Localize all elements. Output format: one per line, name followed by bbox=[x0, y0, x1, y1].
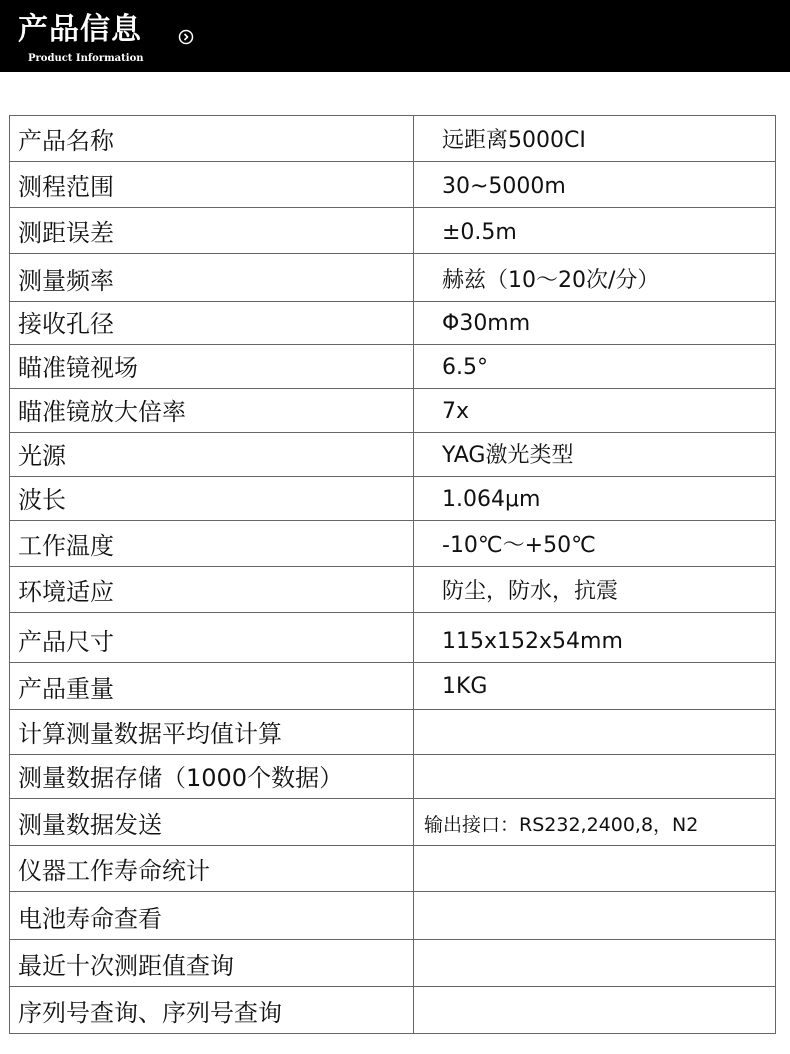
spec-value bbox=[414, 940, 776, 987]
spec-label: 测程范围 bbox=[10, 162, 414, 208]
spec-value: 远距离5000CI bbox=[414, 116, 776, 162]
table-row bbox=[10, 345, 776, 389]
spec-value: 6.5° bbox=[414, 345, 776, 389]
spec-value bbox=[414, 987, 776, 1034]
chevron-right-icon bbox=[178, 29, 194, 45]
spec-value: 7x bbox=[414, 389, 776, 433]
table-row bbox=[10, 710, 776, 755]
spec-value: Φ30mm bbox=[414, 302, 776, 345]
section-header bbox=[0, 0, 790, 72]
spec-value: 1KG bbox=[414, 663, 776, 710]
spec-label: 瞄准镜视场 bbox=[10, 345, 414, 389]
spec-value: 1.064μm bbox=[414, 477, 776, 521]
spec-value bbox=[414, 710, 776, 755]
table-row bbox=[10, 613, 776, 663]
spec-label: 测量数据发送 bbox=[10, 799, 414, 846]
spec-label: 序列号查询、序列号查询 bbox=[10, 987, 414, 1034]
table-row bbox=[10, 162, 776, 208]
spec-value: 赫兹（10～20次/分） bbox=[414, 254, 776, 302]
spec-table bbox=[9, 115, 776, 1034]
spec-label: 瞄准镜放大倍率 bbox=[10, 389, 414, 433]
spec-label: 产品尺寸 bbox=[10, 613, 414, 663]
spec-value bbox=[414, 755, 776, 799]
section-title: 产品信息 bbox=[18, 12, 142, 47]
spec-value: 输出接口：RS232,2400,8，N2 bbox=[414, 799, 776, 846]
table-row bbox=[10, 477, 776, 521]
spec-value bbox=[414, 892, 776, 940]
spec-label: 测距误差 bbox=[10, 208, 414, 254]
spec-label: 计算测量数据平均值计算 bbox=[10, 710, 414, 755]
table-row bbox=[10, 987, 776, 1034]
table-row bbox=[10, 799, 776, 846]
spec-value: YAG激光类型 bbox=[414, 433, 776, 477]
table-row bbox=[10, 302, 776, 345]
spec-value: -10℃～+50℃ bbox=[414, 521, 776, 567]
spec-label: 环境适应 bbox=[10, 567, 414, 613]
table-row bbox=[10, 940, 776, 987]
table-row bbox=[10, 846, 776, 892]
spec-label: 波长 bbox=[10, 477, 414, 521]
spec-value bbox=[414, 846, 776, 892]
table-row bbox=[10, 755, 776, 799]
table-row bbox=[10, 389, 776, 433]
spec-label: 最近十次测距值查询 bbox=[10, 940, 414, 987]
spec-label: 测量频率 bbox=[10, 254, 414, 302]
table-row bbox=[10, 254, 776, 302]
spec-label: 光源 bbox=[10, 433, 414, 477]
table-row bbox=[10, 892, 776, 940]
spec-label: 测量数据存储（1000个数据） bbox=[10, 755, 414, 799]
spec-label: 产品重量 bbox=[10, 663, 414, 710]
spec-label: 工作温度 bbox=[10, 521, 414, 567]
spec-label: 电池寿命查看 bbox=[10, 892, 414, 940]
spec-value: 30~5000m bbox=[414, 162, 776, 208]
table-row bbox=[10, 663, 776, 710]
spec-value: 防尘，防水，抗震 bbox=[414, 567, 776, 613]
table-row bbox=[10, 567, 776, 613]
section-subtitle: Product Information bbox=[28, 53, 144, 64]
spec-value: ±0.5m bbox=[414, 208, 776, 254]
table-row bbox=[10, 433, 776, 477]
spec-label: 仪器工作寿命统计 bbox=[10, 846, 414, 892]
spec-value: 115x152x54mm bbox=[414, 613, 776, 663]
table-row bbox=[10, 116, 776, 162]
spec-label: 接收孔径 bbox=[10, 302, 414, 345]
spec-label: 产品名称 bbox=[10, 116, 414, 162]
table-row bbox=[10, 208, 776, 254]
table-row bbox=[10, 521, 776, 567]
